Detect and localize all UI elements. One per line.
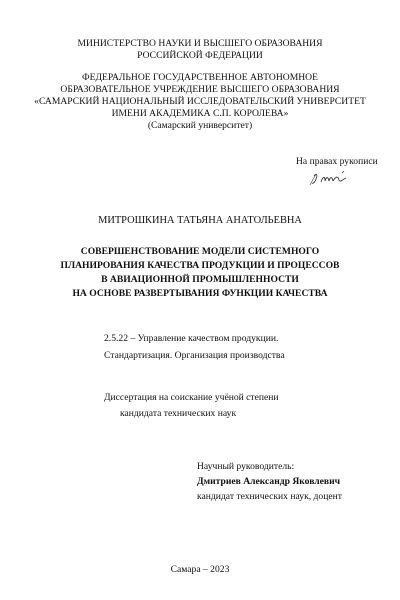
institution-line-5: (Самарский университет) <box>147 120 253 131</box>
thesis-title-line-3: В АВИАЦИОННОЙ ПРОМЫШЛЕННОСТИ <box>101 274 299 285</box>
supervisor-label: Научный руководитель: <box>197 461 295 472</box>
author-name: МИТРОШКИНА ТАТЬЯНА АНАТОЛЬЕВНА <box>98 215 302 226</box>
ministry-line-2: РОССИЙСКОЙ ФЕДЕРАЦИИ <box>137 50 263 61</box>
degree-block <box>104 392 279 420</box>
degree-line-2: кандидата технических наук <box>120 408 237 419</box>
city-year: Самара – 2023 <box>170 564 230 575</box>
institution-line-2: ОБРАЗОВАТЕЛЬНОЕ УЧРЕЖДЕНИЕ ВЫСШЕГО ОБРАЗОВАНИЯ <box>60 84 340 95</box>
handwritten-signature <box>308 170 358 188</box>
supervisor-credentials: кандидат технических наук, доцент <box>197 491 342 502</box>
institution-line-1: ФЕДЕРАЛЬНОЕ ГОСУДАРСТВЕННОЕ АВТОНОМНОЕ <box>82 72 318 83</box>
degree-line-1: Диссертация на соискание учёной степени <box>104 392 279 403</box>
supervisor-name: Дмитриев Александр Яковлевич <box>197 476 341 487</box>
specialty-line-2: Стандартизация. Организация производства <box>104 350 285 361</box>
supervisor-block <box>197 461 342 503</box>
institution-line-3: «САМАРСКИЙ НАЦИОНАЛЬНЫЙ ИССЛЕДОВАТЕЛЬСКИЙ УНИВЕРСИТЕТ <box>34 96 366 107</box>
thesis-title-line-1: СОВЕРШЕНСТВОВАНИЕ МОДЕЛИ СИСТЕМНОГО <box>80 246 320 257</box>
thesis-title-line-2: ПЛАНИРОВАНИЯ КАЧЕСТВА ПРОДУКЦИИ И ПРОЦЕССОВ <box>60 260 340 271</box>
institution-line-4: ИМЕНИ АКАДЕМИКА С.П. КОРОЛЕВА» <box>111 108 289 119</box>
specialty-line-1: 2.5.22 – Управление качеством продукции. <box>104 333 279 344</box>
ministry-line-1: МИНИСТЕРСТВО НАУКИ И ВЫСШЕГО ОБРАЗОВАНИЯ <box>77 38 323 49</box>
manuscript-rights-note: На правах рукописи <box>296 156 378 167</box>
specialty-block <box>104 333 285 362</box>
thesis-title-line-4: НА ОСНОВЕ РАЗВЕРТЫВАНИЯ ФУНКЦИИ КАЧЕСТВА <box>72 288 328 299</box>
